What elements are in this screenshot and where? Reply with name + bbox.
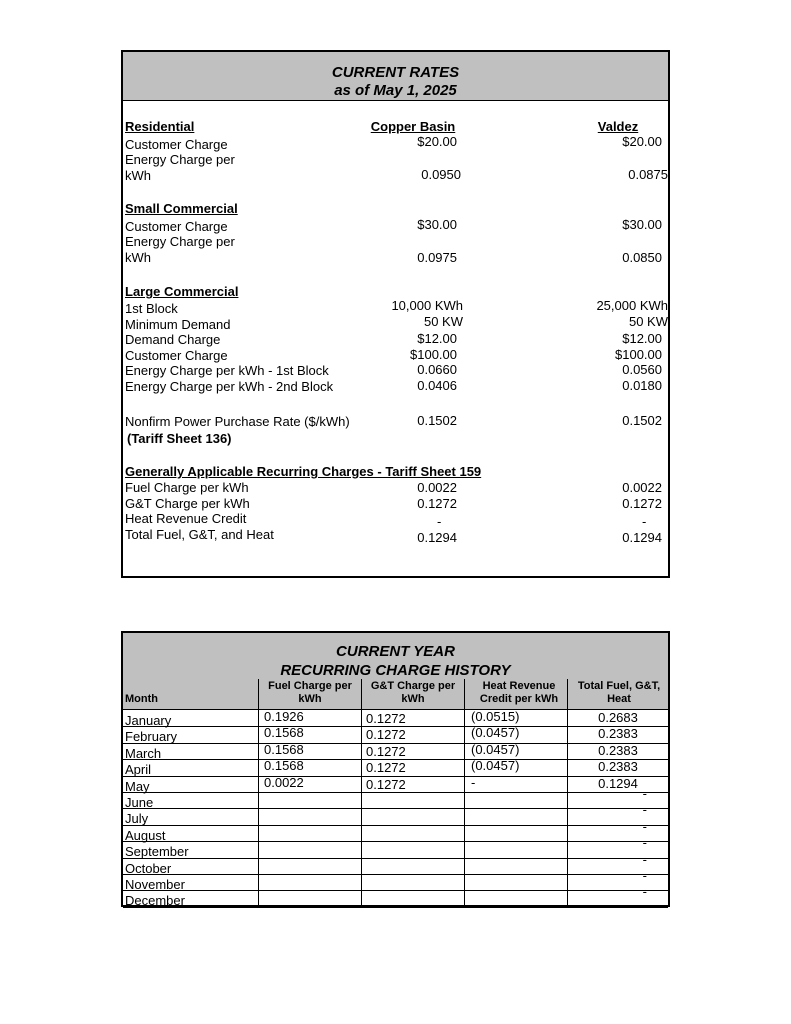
history-cell-heat: (0.0515) — [471, 709, 520, 724]
small-commercial-heading: Small Commercial — [125, 201, 238, 216]
history-cell-month: July — [125, 811, 149, 827]
nonfirm-valdez: 0.1502 — [622, 413, 662, 428]
history-cell-heat: (0.0457) — [471, 725, 520, 741]
history-cell-fuel: 0.1926 — [264, 709, 304, 724]
history-cell-fuel: 0.1568 — [264, 758, 304, 774]
history-cell-month: September — [125, 844, 189, 860]
rates-title: CURRENT RATES — [331, 64, 460, 81]
history-cell-total: 0.2683 — [598, 710, 638, 725]
lc-row-label: Minimum Demand — [125, 317, 231, 332]
lc-row-copper: 0.0660 — [417, 362, 457, 377]
history-cell-total: - — [642, 851, 647, 867]
history-cell-month: December — [125, 893, 185, 909]
history-cell-gt: 0.1272 — [366, 727, 406, 743]
recurring-charge-history-table — [121, 631, 670, 907]
sc-energy-copper: 0.0975 — [417, 250, 457, 265]
lc-row-valdez: $12.00 — [622, 331, 662, 346]
recurring-charges-heading: Generally Applicable Recurring Charges - Tariff Sheet 159 — [125, 464, 482, 479]
recurring-row-label: Heat Revenue Credit — [125, 511, 247, 526]
res-customer-charge-valdez: $20.00 — [622, 134, 662, 149]
recurring-row-copper: 0.1272 — [417, 496, 457, 511]
history-cell-month: October — [125, 860, 172, 876]
history-cell-total: - — [642, 802, 647, 818]
nonfirm-label: Nonfirm Power Purchase Rate ($/kWh) — [125, 414, 350, 429]
lc-row-copper: 10,000 KWh — [391, 298, 463, 313]
history-header — [123, 633, 668, 710]
lc-row-valdez: $100.00 — [615, 347, 662, 362]
history-title-line-1: CURRENT YEAR — [336, 643, 455, 660]
recurring-row-copper: 0.1294 — [417, 530, 457, 545]
lc-row-label: 1st Block — [125, 301, 178, 316]
col-header-gt: G&T Charge per kWh — [370, 680, 456, 705]
history-cell-month: August — [125, 827, 166, 843]
lc-row-copper: 0.0406 — [417, 378, 457, 393]
sc-customer-charge-valdez: $30.00 — [622, 217, 662, 232]
lc-row-valdez: 50 KW — [628, 314, 668, 329]
history-cell-month: November — [125, 877, 185, 892]
recurring-row-valdez: 0.1294 — [622, 530, 662, 545]
history-cell-total: - — [642, 835, 647, 851]
history-cell-month: January — [125, 713, 172, 728]
sc-energy-label-1: Energy Charge per — [125, 234, 235, 249]
history-cell-gt: 0.1272 — [366, 743, 406, 759]
col-header-copper-basin: Copper Basin — [370, 119, 456, 134]
res-energy-valdez: 0.0875 — [628, 167, 668, 182]
history-cell-total: 0.2383 — [598, 759, 638, 775]
lc-row-label: Energy Charge per kWh - 2nd Block — [125, 379, 334, 394]
residential-heading: Residential — [125, 119, 195, 134]
history-cell-total: 0.2383 — [598, 726, 638, 742]
history-cell-month: March — [125, 745, 162, 761]
history-cell-fuel: 0.1568 — [264, 741, 304, 757]
lc-row-label: Energy Charge per kWh - 1st Block — [125, 363, 329, 378]
col-header-valdez: Valdez — [597, 119, 639, 134]
history-cell-total: - — [642, 818, 647, 834]
lc-row-valdez: 25,000 KWh — [596, 298, 668, 313]
nonfirm-tariff-note: (Tariff Sheet 136) — [127, 431, 232, 446]
lc-row-copper: 50 KW — [423, 314, 463, 329]
col-header-heat: Heat Revenue Credit per kWh — [479, 680, 559, 705]
sc-customer-charge-label: Customer Charge — [125, 219, 228, 234]
sc-energy-label-2: kWh — [125, 250, 151, 265]
history-cell-total: - — [642, 884, 647, 900]
history-cell-heat: (0.0457) — [471, 741, 520, 757]
lc-row-label: Demand Charge — [125, 332, 221, 347]
current-rates-panel — [121, 50, 670, 578]
recurring-row-label: Fuel Charge per kWh — [125, 480, 249, 495]
res-energy-label-2: kWh — [125, 168, 151, 183]
col-header-fuel: Fuel Charge per kWh — [268, 680, 352, 705]
col-header-month: Month — [125, 693, 158, 705]
lc-row-valdez: 0.0180 — [622, 378, 662, 393]
recurring-row-label: G&T Charge per kWh — [125, 496, 250, 511]
res-energy-copper: 0.0950 — [421, 167, 461, 182]
rates-subtitle: as of May 1, 2025 — [334, 82, 457, 99]
history-cell-gt: 0.1272 — [366, 776, 406, 792]
lc-row-valdez: 0.0560 — [622, 362, 662, 377]
history-cell-total: 0.1294 — [598, 775, 638, 791]
history-cell-total: - — [642, 786, 647, 801]
history-cell-heat: - — [471, 774, 476, 790]
nonfirm-copper: 0.1502 — [417, 413, 457, 428]
res-customer-charge-copper: $20.00 — [417, 134, 457, 149]
history-cell-fuel: 0.0022 — [264, 774, 304, 790]
history-cell-month: May — [125, 778, 150, 794]
current-rates-header — [123, 52, 668, 101]
lc-row-copper: $100.00 — [410, 347, 457, 362]
res-customer-charge-label: Customer Charge — [125, 137, 228, 152]
recurring-row-copper: - — [437, 514, 442, 529]
large-commercial-heading: Large Commercial — [125, 284, 239, 299]
history-cell-heat: (0.0457) — [471, 758, 520, 774]
lc-row-label: Customer Charge — [125, 348, 228, 363]
sc-customer-charge-copper: $30.00 — [417, 217, 457, 232]
history-cell-month: April — [125, 762, 152, 778]
lc-row-copper: $12.00 — [417, 331, 457, 346]
history-title-line-2: RECURRING CHARGE HISTORY — [280, 662, 511, 679]
history-cell-total: - — [642, 868, 647, 883]
history-cell-total: 0.2383 — [598, 742, 638, 758]
history-cell-month: June — [125, 795, 154, 810]
history-cell-fuel: 0.1568 — [264, 725, 304, 741]
recurring-row-valdez: - — [642, 514, 647, 529]
history-cell-gt: 0.1272 — [366, 711, 406, 726]
res-energy-label-1: Energy Charge per — [125, 152, 235, 167]
recurring-row-valdez: 0.0022 — [622, 480, 662, 495]
sc-energy-valdez: 0.0850 — [622, 250, 662, 265]
recurring-row-copper: 0.0022 — [417, 480, 457, 495]
col-header-total: Total Fuel, G&T, Heat — [577, 680, 661, 705]
history-cell-month: February — [125, 729, 178, 745]
history-cell-gt: 0.1272 — [366, 760, 406, 776]
recurring-row-valdez: 0.1272 — [622, 496, 662, 511]
recurring-row-label: Total Fuel, G&T, and Heat — [125, 527, 274, 542]
